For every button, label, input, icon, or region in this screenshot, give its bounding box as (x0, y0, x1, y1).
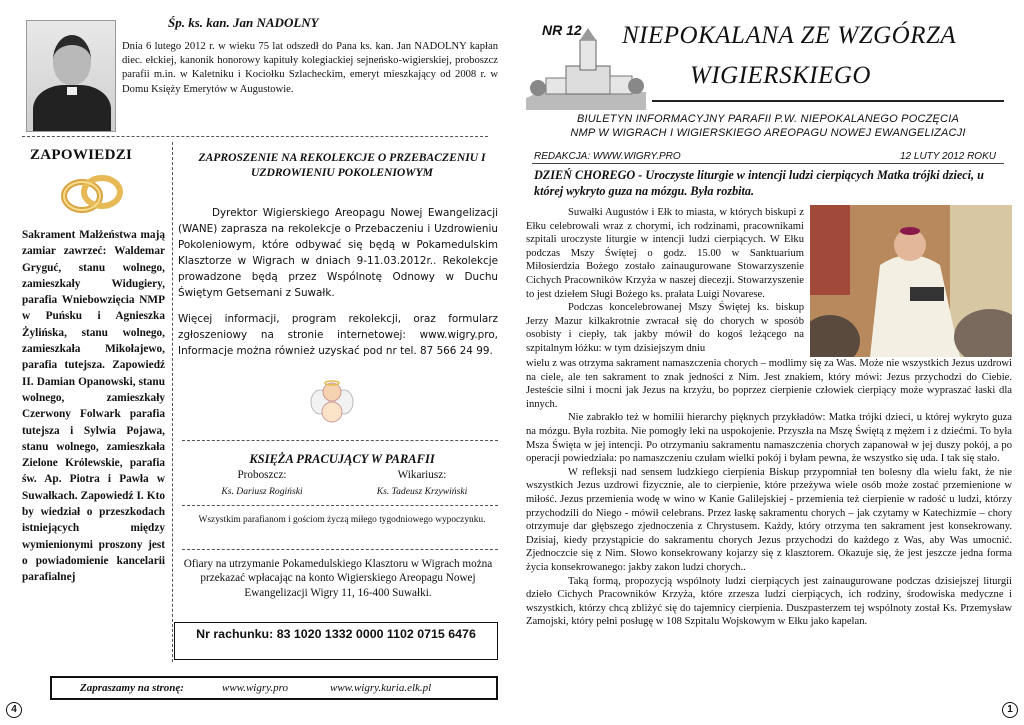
masthead-line-2: WIGIERSKIEGO (690, 62, 871, 89)
portrait-collar (67, 87, 77, 95)
article-paragraph-6: Taką formą, propozycją wspólnoty ludzi cierpiących jest zainaugurowane podczas dzisiejszej liturgii dzieło Cichych Pracowników Krzyża, które zrzesza ludzi cierpiących, ich rodziny, środowiska medyczne i wszystkich, którzy chcą zbliżyć się do tajemnicy cierpienia. Duszpasterzem tej wspólnoty został Ks. Przemysław Zamojski, który pełni posługę w 108 Szpitalu Wojskowym w Ełku jako kapelan. (526, 575, 1012, 628)
article-paragraph-2: Podczas koncelebrowanej Mszy Świętej ks. biskup Jerzy Mazur kilkakrotnie zwracał się do chorych w sposób osobisty i ciepły, tak jakby mówił do kogoś leżącego na szpitalnym łóżku: w tym dzisiejszym dniu (526, 302, 804, 354)
angel-icon (310, 378, 354, 424)
divider (22, 136, 488, 137)
divider (182, 440, 498, 441)
wishes-text: Wszystkim parafianom i gościom życzą miłego tygodniowego wypoczynku. (198, 515, 486, 525)
article-column-full (526, 357, 1012, 629)
portrait-face (53, 35, 91, 85)
rekolekcje-title: ZAPROSZENIE NA REKOLEKCJE O PRZEBACZENIU I UZDROWIENIU POKOLENIOWYM (198, 151, 486, 179)
rekolekcje-paragraph-1: Dyrektor Wigierskiego Areopagu Nowej Ewangelizacji (WANE) zaprasza na rekolekcje o Przebaczeniu i Uzdrowieniu Pokoleniowym, które odbywać się będą w Pokamedulskim Klasztorze w Wigrach w dniach 9-11.03.2012r.. Rekolekcje prowadzone będą przez Wspólnotę Odnowy w Duchu Świętym Getsemani z Suwałk. (178, 207, 498, 299)
redakcja: REDAKCJA: WWW.WIGRY.PRO (534, 151, 681, 162)
masthead-rule (652, 100, 1004, 102)
article-paragraph-3: wielu z was otrzyma sakrament namaszczenia chorych – modlimy się za Was. Może nie wszystkich Jezus uzdrowi na ciele, ale ten sakrament to znak jedności z Nim. Jest znakiem, który mówi: Jezus przychodzi do Ciebie. Jesteście silni i mocni jak Jezus na krzyżu, bo poprzez cierpienie człowiek cierpiący może wypraszać łaski dla innych. (526, 358, 1012, 410)
name-proboszcz: Ks. Dariusz Rogiński (221, 486, 303, 497)
bulletin-subtitle-text: BIULETYN INFORMACYJNY PARAFII P.W. NIEPOKALANEGO POCZĘCIA NMP W WIGRACH I WIGIERSKIEGO AREOPAGU NOWEJ EWANGELIZACJI (570, 113, 966, 139)
bishop-photo (810, 205, 1012, 357)
article-paragraph-4: Nie zabrakło też w homilii hierarchy pięknych przykładów: Matka trójki dzieci, u której wykryto guza na mózgu. Była rozbita. Nie pomogły leki na uspokojenie. Przyszła na Mszę Świętą z mężem i z dziećmi. To była Msza Święta w jej intencji. Po otrzymaniu sakramentu namaszczenia chorych zapanował w jej duszy pokój, a po operacji powiedziała: po namaszczeniu czułam wielki pokój i byłam pewna, że wszystko się uda. I tak się stało. (526, 412, 1012, 465)
issue-number: NR 12 (542, 22, 582, 38)
article-headline: DZIEŃ CHOREGO - Uroczyste liturgie w intencji ludzi cierpiących Matka trójki dzieci, u której wykryto guza na mózgu. Była rozbita. (534, 168, 984, 198)
zapowiedzi-title: ZAPOWIEDZI (30, 147, 133, 163)
name-wikariusz: Ks. Tadeusz Krzywiński (376, 486, 468, 497)
right-page (512, 0, 1024, 725)
footer-links (50, 676, 498, 700)
footer-link-kuria[interactable]: www.wigry.kuria.elk.pl (330, 682, 432, 694)
obituary-text: Dnia 6 lutego 2012 r. w wieku 75 lat odszedł do Pana ks. kan. Jan NADOLNY kapłan diec. ełckiej, kanonik honorowy kapituły kolegiackiej sejneńsko-wigierskiej, proboszcz parafii m.in. w Kaletniku i Kociołku Szlacheckim, emeryt mieszkający od 2008 r. w Domu Księży Emerytów w Augustowie. (122, 41, 498, 95)
footer-label: Zapraszamy na stronę: (80, 682, 184, 694)
obituary-title: Śp. ks. kan. Jan NADOLNY (168, 15, 319, 30)
article-column-top (526, 206, 804, 356)
bishop-photo-image (810, 205, 1012, 357)
ksieza-title: KSIĘŻA PRACUJĄCY W PARAFII (249, 452, 435, 466)
wedding-rings-icon (58, 170, 126, 216)
column-divider (172, 142, 173, 662)
issue-date: 12 LUTY 2012 ROKU (900, 151, 996, 162)
role-proboszcz: Proboszcz: (237, 469, 287, 481)
page-number-right: 1 (1002, 702, 1018, 718)
masthead-line-1: NIEPOKALANA ZE WZGÓRZA (622, 22, 957, 49)
role-wikariusz: Wikariusz: (397, 469, 447, 481)
bulletin-subtitle (512, 112, 1024, 140)
page-number-left: 4 (6, 702, 22, 718)
redakcja-rule (532, 163, 1004, 164)
divider (182, 505, 498, 506)
ofiary-text: Ofiary na utrzymanie Pokamedulskiego Klasztoru w Wigrach można przekazać wpłacając na konto Wigierskiego Areopagu Nowej Ewangelizacji Wigry 11, 16-400 Suwałki. (183, 558, 493, 599)
rekolekcje-text (178, 205, 498, 359)
article-paragraph-5: W refleksji nad sensem ludzkiego cierpienia Biskup przypomniał ten bolesny dla wielu fakt, że nie wszystkich Jezus uzdrowi fizycznie, ale to cierpienie, które przeżywa wiele osób może zostać przemienione w miłość. Jezus przemienia wodę w wino w Kanie Galilejskiej - przemienia też cierpienie w radość u ludzi, którzy przychodzili do Niego - mówił celebrans. Przez łaskę sakramentu chorych – jak czytamy w Katechizmie – chory otrzymuje dar głębszego zjednoczenia z Chrystusem. Każdy, który otrzyma ten sakrament jest konsekrowany. Dzisiaj, kiedy przystąpicie do sakramentu chorych Jezus przychodzi do każdego z Was, aby Was umocnić. Zjednoczcie się z Nim. Słowo konsekrowany kojarzy się z klasztorem. Okazuje się, że jest jeszcze jedna forma życia konsekrowanego: jakby zakon ludzi chorych.. (526, 466, 1012, 573)
priest-portrait (26, 20, 116, 132)
article-paragraph-1: Suwałki Augustów i Ełk to miasta, w których biskupi z Ełku celebrowali wraz z chorymi, ich rodzinami, pracownikami szpitali uroczyste liturgie w intencji ludzi cierpiących. W Ełku podczas Mszy Świętej o godz. 15.00 w Sanktuarium Miłosierdzia Bożego zostało zainaugurowane Stowarzyszenie Cichych Pracowników Krzyża w naszej diecezji. Stowarzyszenie to jest dziełem Sługi Bożego ks. prałata Luigi Novarese. (526, 207, 804, 300)
rekolekcje-paragraph-2: Więcej informacji, program rekolekcji, oraz formularz zgłoszeniowy na stronie internetowej: www.wigry.pro, Informacje można również uzyskać pod nr tel. 87 566 24 99. (178, 313, 498, 357)
footer-link-wigry-pro[interactable]: www.wigry.pro (222, 682, 289, 694)
bank-account: Nr rachunku: 83 1020 1332 0000 1102 0715 6476 (174, 622, 498, 660)
zapowiedzi-text: Sakrament Małżeństwa mają zamiar zawrzeć: Waldemar Gryguć, stanu wolnego, zamieszkały Widugiery, parafia Wniebowzięcia NMP w Puńsku i Agnieszka Żylińska, stanu wolnego, zamieszkała Mikołajewo, parafia tutejsza. Zapowiedź II. Damian Opanowski, stanu wolnego, zamieszkały Czerwony Folwark parafia tutejsza i Sylwia Pojawa, stanu wolnego, zamieszkała Zielone Królewskie, parafia św. Ap. Piotra i Pawła w Suwałkach. Zapowiedź I. Kto by wiedział o przeszkodach istniejących między wymienionymi proszony jest o powiadomienie kancelarii parafialnej (22, 229, 165, 584)
divider (182, 549, 498, 550)
